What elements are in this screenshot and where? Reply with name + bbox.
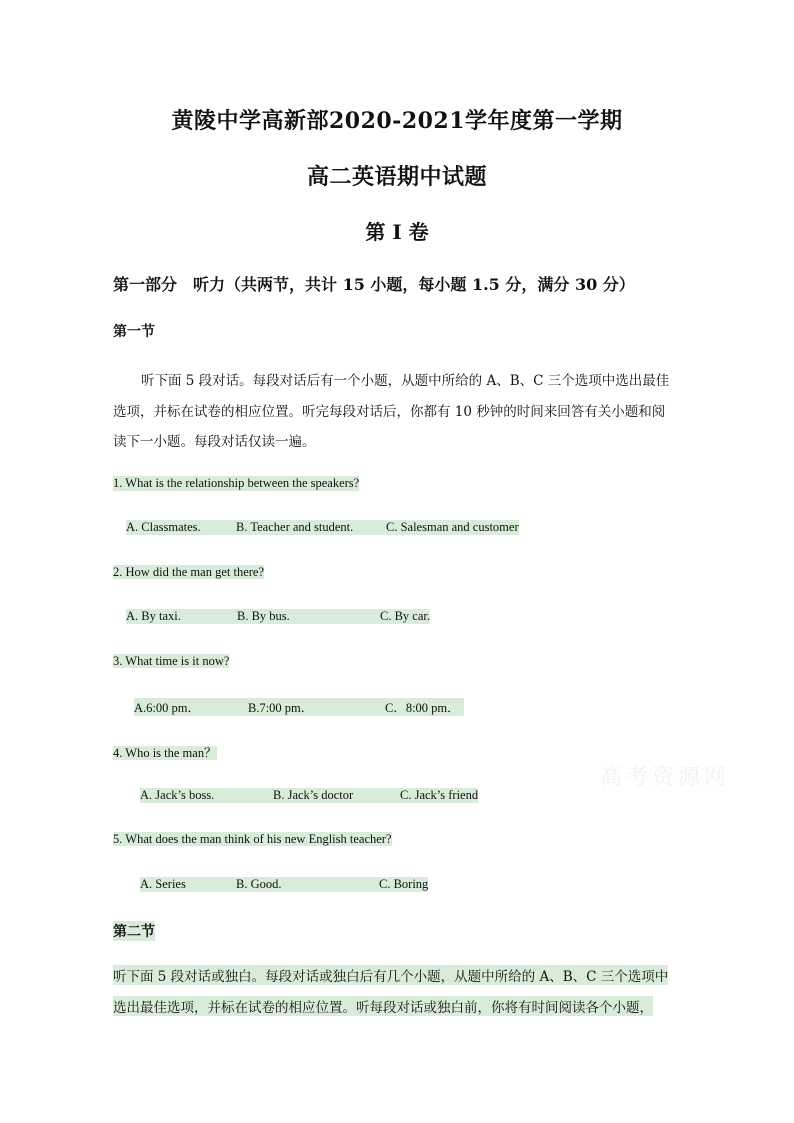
option-b: B. Teacher and student. bbox=[236, 520, 354, 534]
option-a: A. By taxi. bbox=[126, 609, 181, 623]
instruction-line: 听下面 5 段对话。每段对话后有一个小题，从题中所给的 A、B、C 三个选项中选出最佳 bbox=[141, 373, 670, 389]
instruction-line: 听下面 5 段对话或独白。每段对话或独白后有几个小题，从题中所给的 A、B、C 三个选项中 bbox=[113, 965, 668, 985]
question-options bbox=[126, 609, 430, 624]
question-options bbox=[126, 520, 519, 535]
instruction-line: 选项，并标在试卷的相应位置。听完每段对话后，你都有 10 秒钟的时间来回答有关小题和阅 bbox=[113, 404, 666, 420]
option-c: C. Salesman and customer bbox=[386, 520, 519, 534]
option-b: B. Jack’s doctor bbox=[273, 788, 354, 802]
question-stem: 1. What is the relationship between the speakers? bbox=[113, 476, 360, 490]
question-stem: 3. What time is it now? bbox=[113, 654, 230, 668]
option-b: B. Good. bbox=[236, 877, 282, 891]
section-1-heading: 第一节 bbox=[113, 324, 155, 340]
option-c: C．8:00 pm． bbox=[385, 701, 460, 715]
option-c: C. Jack’s friend bbox=[400, 788, 479, 802]
option-a: A. Series bbox=[140, 877, 186, 891]
question-options bbox=[140, 788, 478, 803]
question-stem: 2. How did the man get there? bbox=[113, 565, 264, 579]
question-stem: 4. Who is the man？ bbox=[113, 746, 217, 760]
option-a: A. Classmates. bbox=[126, 520, 201, 534]
watermark: 高考资源网 bbox=[600, 765, 731, 790]
option-a: A.6:00 pm． bbox=[134, 701, 200, 715]
question-stem: 5. What does the man think of his new English teacher? bbox=[113, 832, 392, 846]
exam-title: 黄陵中学高新部2020-2021学年度第一学期 bbox=[171, 108, 623, 134]
option-a: A. Jack’s boss. bbox=[140, 788, 215, 802]
option-b: B.7:00 pm． bbox=[248, 701, 314, 715]
volume-heading: 第 I 卷 bbox=[365, 220, 429, 244]
option-b: B. By bus. bbox=[237, 609, 290, 623]
option-c: C. By car. bbox=[380, 609, 430, 623]
instruction-line: 选出最佳选项，并标在试卷的相应位置。听每段对话或独白前，你将有时间阅读各个小题， bbox=[113, 996, 653, 1016]
instruction-line: 读下一小题。每段对话仅读一遍。 bbox=[113, 434, 316, 450]
part-heading: 第一部分 听力（共两节，共计 15 小题，每小题 1.5 分，满分 30 分） bbox=[113, 275, 635, 294]
question-options bbox=[140, 877, 428, 892]
question-options bbox=[134, 698, 464, 716]
section-2-heading: 第二节 bbox=[113, 921, 155, 941]
option-c: C. Boring bbox=[379, 877, 429, 891]
exam-subtitle: 高二英语期中试题 bbox=[306, 164, 487, 190]
